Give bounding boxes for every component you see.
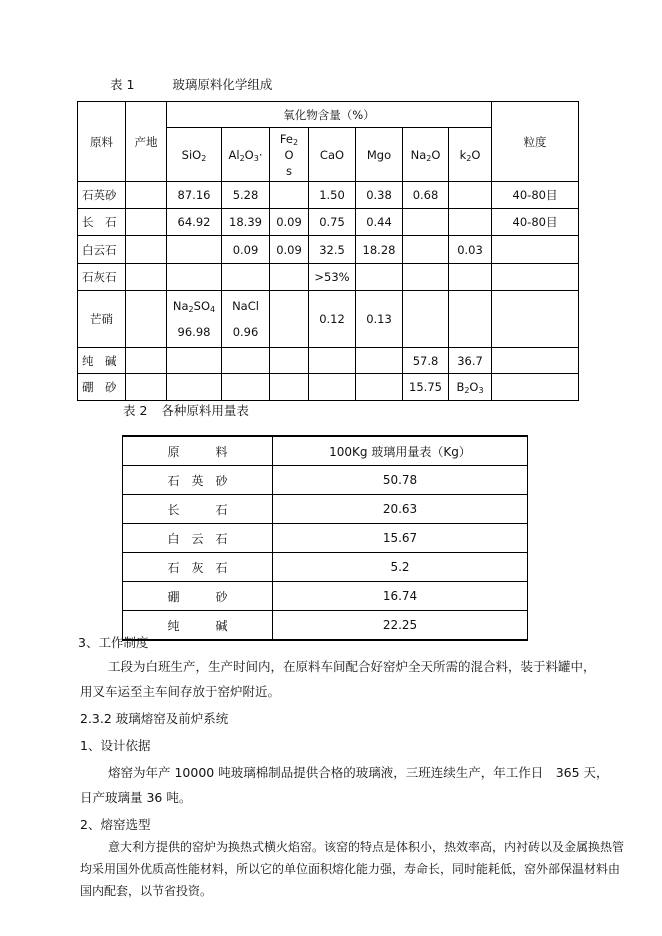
raw-material-usage-table [122, 435, 528, 641]
cell [126, 182, 167, 209]
header-fe2o3: $Fe_2$ O s [270, 128, 309, 182]
table-row [123, 524, 528, 553]
row-value: 16.74 [273, 582, 528, 611]
cell [270, 182, 309, 209]
table-row [123, 466, 528, 495]
cell [492, 348, 579, 374]
row-name: 纯 碱 [123, 611, 273, 641]
cell [222, 374, 270, 401]
table2-caption [123, 401, 249, 419]
paragraph-line: 国内配套，以节省投资。 [80, 884, 213, 898]
header-particle-size: 粒度 [492, 102, 579, 182]
header-mgo: Mgo [356, 128, 403, 182]
cell [492, 264, 579, 291]
cell: 0.09 [270, 209, 309, 236]
cell [167, 236, 222, 264]
header-cao: CaO [309, 128, 356, 182]
raw-material-composition-table [77, 101, 579, 401]
cell-b2o3: $B_2O_3$ [449, 374, 492, 401]
row-name: 石 英 砂 [123, 466, 273, 495]
paragraph-line: 熔窑为年产 10000 吨玻璃棉制品提供合格的玻璃液，三班连续生产，年工作日 365 天， [108, 765, 609, 780]
cell: 5.28 [222, 182, 270, 209]
cell [449, 209, 492, 236]
cell [222, 264, 270, 291]
cell [126, 348, 167, 374]
table2-caption-title: 各种原料用量表 [161, 403, 249, 418]
table-row [78, 182, 579, 209]
cell [167, 348, 222, 374]
cell: 32.5 [309, 236, 356, 264]
cell [403, 291, 449, 348]
cell: 15.75 [403, 374, 449, 401]
cell: 0.44 [356, 209, 403, 236]
cell: 40-80目 [492, 182, 579, 209]
cell: 57.8 [403, 348, 449, 374]
subsection-heading-furnace-type: 2、熔窑选型 [80, 817, 151, 832]
header-material: 原料 [78, 102, 126, 182]
row-name: 石灰石 [78, 264, 126, 291]
cell: 64.92 [167, 209, 222, 236]
header-sio2: SiO$_2$ [167, 128, 222, 182]
cell: 40-80目 [492, 209, 579, 236]
cell-nacl: NaCl 0.96 [222, 291, 270, 348]
cell [492, 374, 579, 401]
cell: 0.12 [309, 291, 356, 348]
cell: 0.75 [309, 209, 356, 236]
row-name: 白云石 [78, 236, 126, 264]
table1-caption-title: 玻璃原料化学组成 [172, 77, 273, 92]
table-row [123, 611, 528, 641]
cell [403, 236, 449, 264]
cell [167, 264, 222, 291]
table-row [78, 209, 579, 236]
table-row [123, 582, 528, 611]
row-value: 22.25 [273, 611, 528, 641]
cell: 18.28 [356, 236, 403, 264]
cell: 18.39 [222, 209, 270, 236]
cell [356, 264, 403, 291]
cell: 0.38 [356, 182, 403, 209]
table1-caption [110, 75, 272, 93]
cell [167, 374, 222, 401]
paragraph-line: 日产玻璃量 36 吨。 [80, 790, 192, 805]
header-amount: 100Kg 玻璃用量表（Kg） [273, 436, 528, 466]
table-row [78, 264, 579, 291]
cell [270, 374, 309, 401]
header-oxide-content: 氧化物含量（%） [167, 102, 492, 128]
cell [270, 291, 309, 348]
row-value: 20.63 [273, 495, 528, 524]
paragraph-line: 意大利方提供的窑炉为换热式横火焰窑。该窑的特点是体积小，热效率高，内衬砖以及金属换热管 [108, 840, 625, 854]
cell: 0.09 [270, 236, 309, 264]
paragraph-line: 均采用国外优质高性能材料，所以它的单位面积熔化能力强，寿命长，同时能耗低，窑外部保温材料由 [80, 862, 621, 876]
row-name: 长 石 [78, 209, 126, 236]
table-row [78, 374, 579, 401]
cell [270, 348, 309, 374]
table-row [123, 495, 528, 524]
header-al2o3: $Al_2O_3\cdot$ [222, 128, 270, 182]
table2-caption-number: 表 2 [123, 403, 148, 418]
subsection-heading-design-basis: 1、设计依据 [80, 738, 151, 753]
row-name: 长 石 [123, 495, 273, 524]
cell [126, 291, 167, 348]
cell [309, 348, 356, 374]
paragraph-line: 工段为白班生产，生产时间内，在原料车间配合好窑炉全天所需的混合料，装于料罐中， [108, 659, 596, 674]
table-row [78, 348, 579, 374]
cell [449, 291, 492, 348]
cell [403, 209, 449, 236]
cell: 0.68 [403, 182, 449, 209]
row-name: 芒硝 [78, 291, 126, 348]
cell: 0.03 [449, 236, 492, 264]
header-material: 原 料 [123, 436, 273, 466]
cell [222, 348, 270, 374]
row-value: 5.2 [273, 553, 528, 582]
cell [126, 264, 167, 291]
header-k2o: $k_2O$ [449, 128, 492, 182]
row-name: 石 灰 石 [123, 553, 273, 582]
cell [403, 264, 449, 291]
cell: >53% [309, 264, 356, 291]
cell [449, 264, 492, 291]
cell [126, 374, 167, 401]
cell: 87.16 [167, 182, 222, 209]
cell [309, 374, 356, 401]
section-heading-furnace: 2.3.2 玻璃熔窑及前炉系统 [80, 711, 229, 726]
cell: 1.50 [309, 182, 356, 209]
cell [449, 182, 492, 209]
cell [126, 209, 167, 236]
header-na2o: $Na_2O$ [403, 128, 449, 182]
row-name: 白 云 石 [123, 524, 273, 553]
cell [126, 236, 167, 264]
cell [356, 374, 403, 401]
table-row [78, 291, 579, 348]
row-name: 石英砂 [78, 182, 126, 209]
table-row [78, 236, 579, 264]
cell [270, 264, 309, 291]
row-name: 硼 砂 [78, 374, 126, 401]
row-name: 硼 砂 [123, 582, 273, 611]
cell: 36.7 [449, 348, 492, 374]
row-name: 纯 碱 [78, 348, 126, 374]
cell [492, 291, 579, 348]
table1-caption-number: 表 1 [110, 77, 135, 92]
header-origin: 产地 [126, 102, 167, 182]
row-value: 15.67 [273, 524, 528, 553]
cell: 0.09 [222, 236, 270, 264]
cell [492, 236, 579, 264]
section-heading-work-system: 3、工作制度 [78, 635, 149, 650]
row-value: 50.78 [273, 466, 528, 495]
paragraph-line: 用叉车运至主车间存放于窑炉附近。 [80, 684, 281, 699]
cell-na2so4: $Na_2SO_4$ 96.98 [167, 291, 222, 348]
cell: 0.13 [356, 291, 403, 348]
table-row [123, 553, 528, 582]
cell [356, 348, 403, 374]
